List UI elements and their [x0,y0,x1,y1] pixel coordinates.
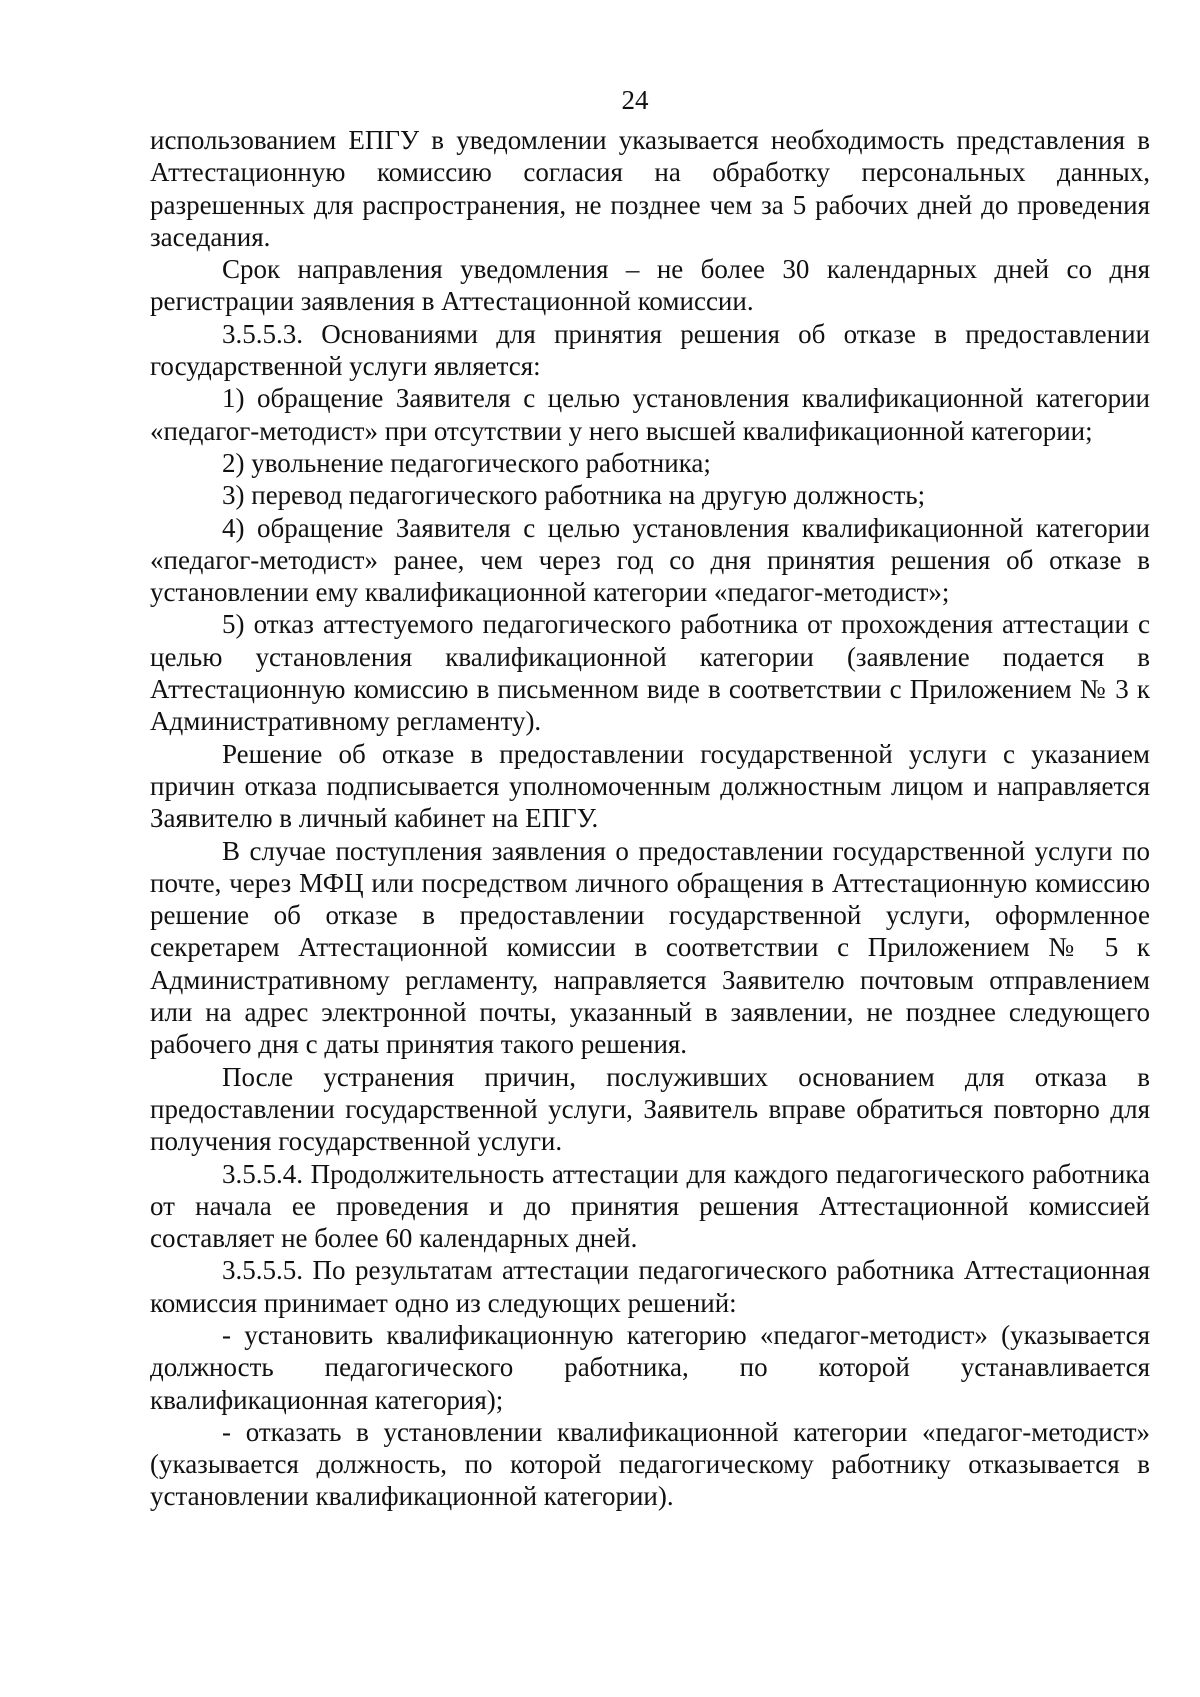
decision-item-establish: - установить квалификационную категорию «педагог-методист» (указывается должность педагогического работника, по которой устанавливается квалификационная категория); [150,1319,1150,1415]
paragraph-notification-deadline: Срок направления уведомления – не более 30 календарных дней со дня регистрации заявления в Аттестационной комиссии. [150,254,1150,317]
list-item-1: 1) обращение Заявителя с целью установления квалификационной категории «педагог-методист» при отсутствии у него высшей квалификационной категории; [150,383,1150,446]
paragraph-reapply: После устранения причин, послуживших основанием для отказа в предоставлении государственной услуги, Заявитель вправе обратиться повторно для получения государственной услуги. [150,1061,1150,1157]
paragraph-section-3-5-5-5: 3.5.5.5. По результатам аттестации педагогического работника Аттестационная комиссия принимает одно из следующих решений: [150,1255,1150,1318]
list-item-3: 3) перевод педагогического работника на другую должность; [222,480,926,511]
paragraph-section-3-5-5-3: 3.5.5.3. Основаниями для принятия решения об отказе в предоставлении государственной услуги является: [150,318,1150,382]
paragraph-continuation: использованием ЕПГУ в уведомлении указывается необходимость представления в Аттестационную комиссию согласия на обработку персональных данных, разрешенных для распространения, не позднее чем за 5 рабочих дней до проведения заседания. [150,125,1150,252]
list-item-2: 2) увольнение педагогического работника; [222,447,711,478]
list-item-4: 4) обращение Заявителя с целью установления квалификационной категории «педагог-методист» ранее, чем через год со дня принятия решения об отказе в установлении ему квалификационной категории «педагог-методист»; [150,512,1150,608]
document-body [150,124,1150,1513]
paragraph-refusal-decision: Решение об отказе в предоставлении государственной услуги с указанием причин отказа подписывается уполномоченным должностным лицом и направляется Заявителю в личный кабинет на ЕПГУ. [150,738,1150,834]
paragraph-section-3-5-5-4: 3.5.5.4. Продолжительность аттестации для каждого педагогического работника от начала ее проведения и до принятия решения Аттестационной комиссией составляет не более 60 календарных дней. [150,1158,1150,1254]
decision-item-refuse: - отказать в установлении квалификационной категории «педагог-методист» (указывается должность, по которой педагогическому работнику отказывается в установлении квалификационной категории). [150,1416,1150,1512]
paragraph-postal-case: В случае поступления заявления о предоставлении государственной услуги по почте, через МФЦ или посредством личного обращения в Аттестационную комиссию решение об отказе в предоставлении государственной услуги, оформленное секретарем Аттестационной комиссии в соответствии с Приложением № 5 к Административному регламенту, направляется Заявителю почтовым отправлением или на адрес электронной почты, указанный в заявлении, не позднее следующего рабочего дня с даты принятия такого решения. [150,835,1150,1060]
page-number: 24 [621,85,649,115]
list-item-5: 5) отказ аттестуемого педагогического работника от прохождения аттестации с целью установления квалификационной категории (заявление подается в Аттестационную комиссию в письменном виде в соответствии с Приложением № 3 к Административному регламенту). [150,609,1150,737]
